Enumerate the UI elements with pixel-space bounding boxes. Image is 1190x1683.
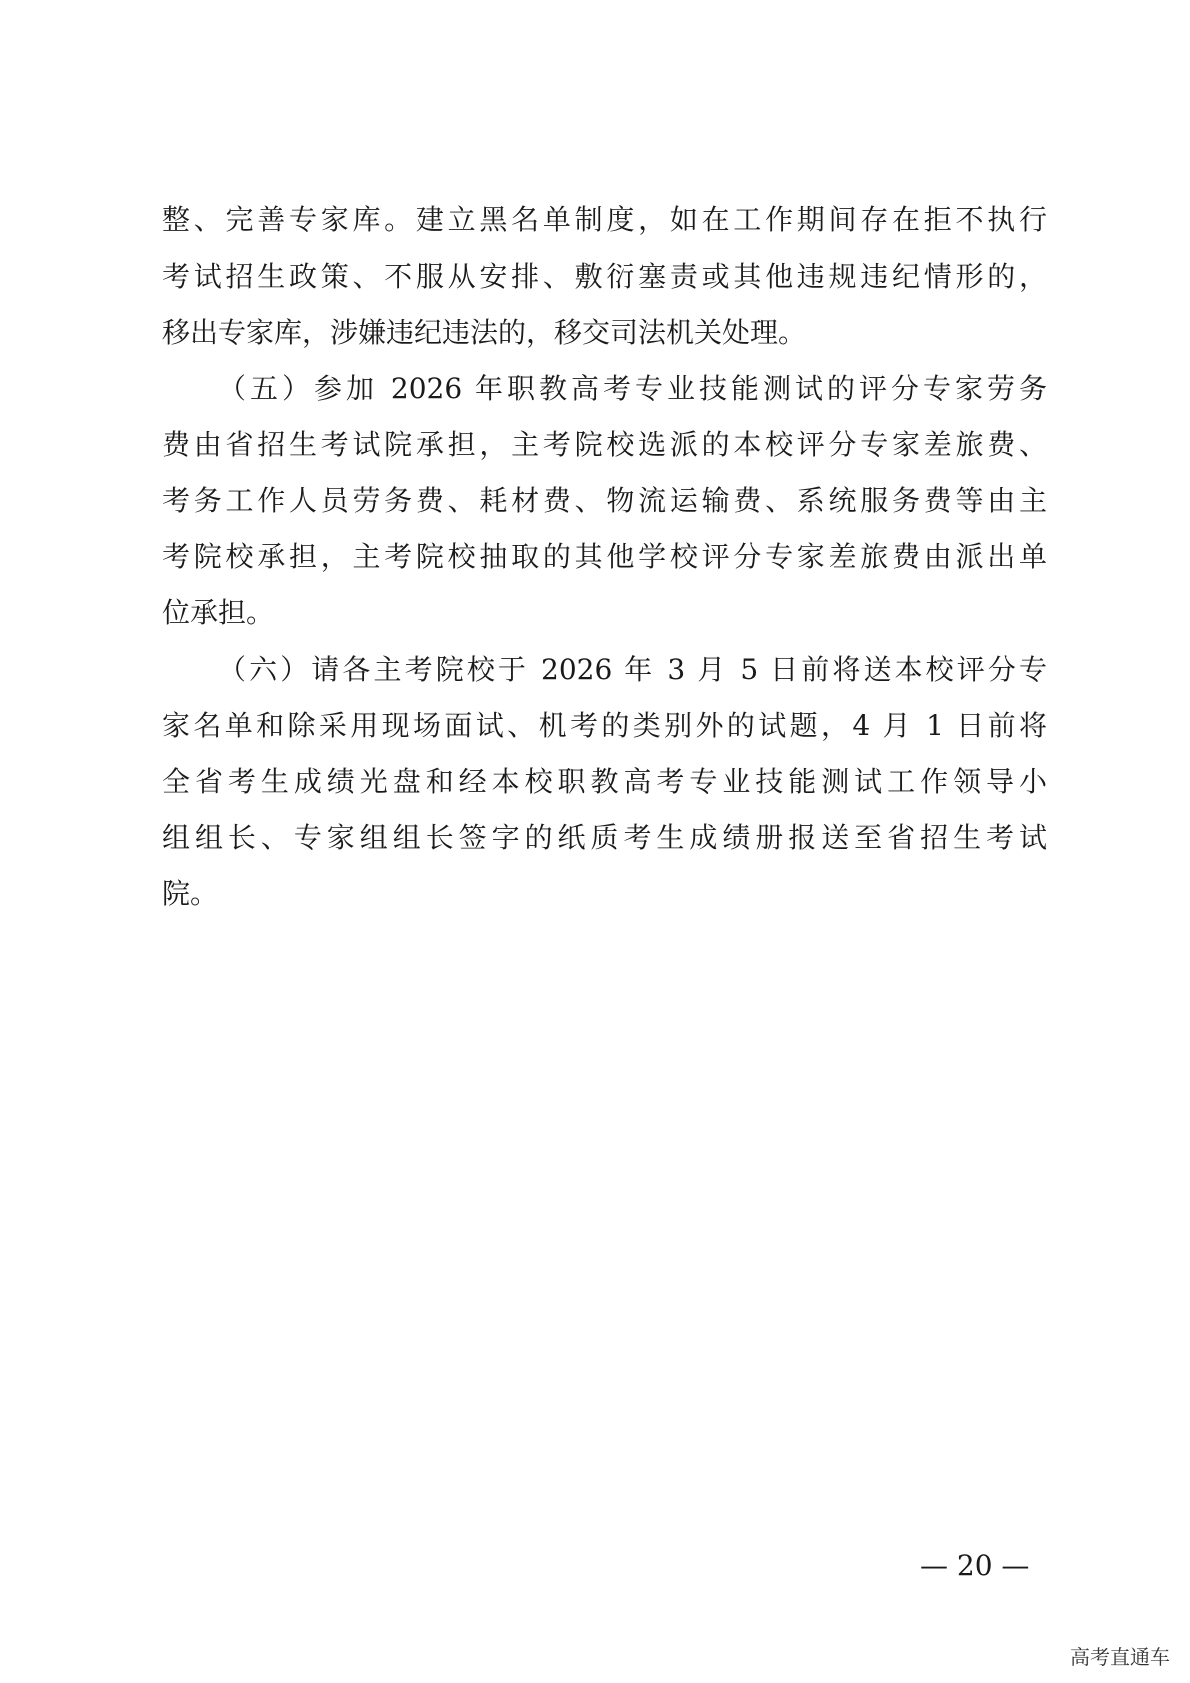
body-line: 考院校承担，主考院校抽取的其他学校评分专家差旅费由派出单: [162, 540, 1047, 573]
page-number: — 20 —: [920, 1549, 1030, 1582]
body-line: 全省考生成绩光盘和经本校职教高考专业技能测试工作领导小: [162, 765, 1047, 798]
body-line: 考务工作人员劳务费、耗材费、物流运输费、系统服务费等由主: [162, 484, 1047, 517]
body-line: 家名单和除采用现场面试、机考的类别外的试题，4 月 1 日前将: [162, 709, 1047, 742]
paragraph-heading-6: （六）请各主考院校于 2026 年 3 月 5 日前将送本校评分专: [218, 653, 1047, 686]
watermark: 高考直通车: [1070, 1645, 1170, 1669]
body-line: 考试招生政策、不服从安排、敷衍塞责或其他违规违纪情形的，: [162, 260, 1047, 293]
body-line: 整、完善专家库。建立黑名单制度，如在工作期间存在拒不执行: [162, 203, 1047, 236]
body-line: 移出专家库，涉嫌违纪违法的，移交司法机关处理。: [162, 316, 807, 349]
body-line: 位承担。: [162, 596, 275, 629]
body-line: 组组长、专家组组长签字的纸质考生成绩册报送至省招生考试: [162, 821, 1047, 854]
body-line: 院。: [162, 877, 219, 910]
body-line: 费由省招生考试院承担，主考院校选派的本校评分专家差旅费、: [162, 428, 1047, 461]
paragraph-heading-5: （五）参加 2026 年职教高考专业技能测试的评分专家劳务: [218, 372, 1047, 405]
